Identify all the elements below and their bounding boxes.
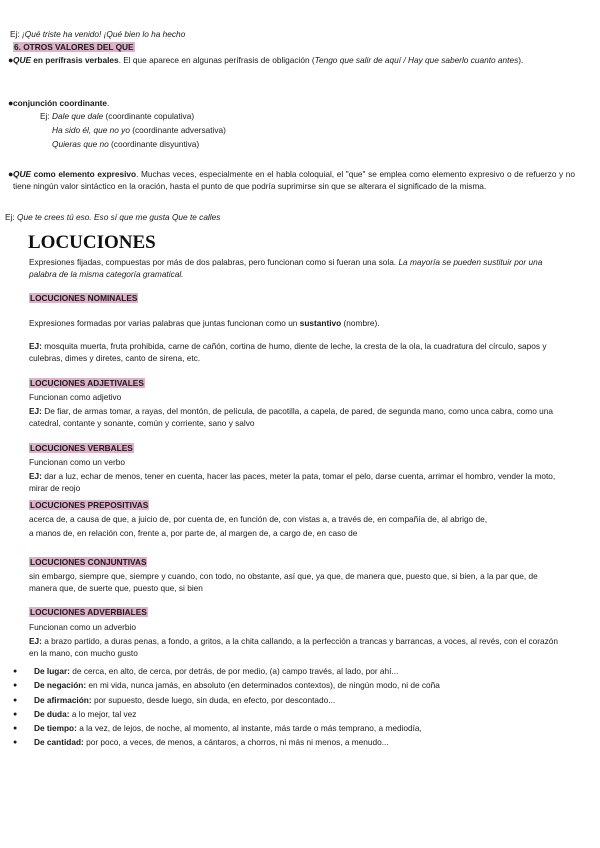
- adjetivales-desc: Funcionan como adjetivo: [29, 392, 122, 402]
- type-text: en mi vida, nunca jamás, en absoluto (en determinados contextos), de ningún modo, ni de coña: [88, 680, 440, 691]
- nominales-heading: [29, 293, 559, 305]
- type-text: a la vez, de lejos, de noche, al momento, al instante, más tarde o más temprano, a mediodía,: [79, 723, 422, 734]
- adverbiales-examples-text: a brazo partido, a duras penas, a fondo, a gritos, a la chita callando, a la perfección a trancas y barrancas, a voces, al revés, con el corazón en la mano, con mucho gusto: [29, 636, 559, 658]
- nominales-title: LOCUCIONES NOMINALES: [30, 293, 138, 303]
- ej-label: EJ:: [29, 636, 42, 646]
- expresivo-term: como elemento expresivo: [33, 169, 137, 179]
- type-label: De negación:: [34, 680, 87, 691]
- verbales-examples-text: dar a luz, echar de menos, tener en cuenta, hacer las paces, meter la pata, tomar el pelo, darse cuenta, arrimar el hombro, vender la moto, mirar de reojo: [29, 471, 556, 493]
- nominales-desc: [29, 318, 559, 330]
- conj-example-3: [52, 139, 199, 151]
- perifrasis-example: Tengo que salir de aquí / Hay que saberlo cuanto antes: [314, 55, 519, 65]
- intro-italic: La mayoría se pueden sustituir por una palabra de la misma categoría gramatical.: [29, 257, 543, 279]
- bullet-icon: ●: [8, 169, 14, 179]
- type-text: por poco, a veces, de menos, a cántaros, a chorros, ni más ni menos, a menudo...: [86, 737, 389, 748]
- adjetivales-examples-text: De fiar, de armas tomar, a rayas, del montón, de película, de pacotilla, a capela, de pared, de segunda mano, como unca cabra, como una catedral, contante y sonante, común y corriente, sano y salvo: [29, 406, 553, 428]
- locuciones-title: LOCUCIONES: [28, 232, 156, 253]
- conj-example-text: Ha sido él, que no yo: [52, 125, 130, 135]
- conjuntivas-title: LOCUCIONES CONJUNTIVAS: [30, 557, 147, 567]
- type-label: De afirmación:: [34, 694, 92, 705]
- list-item: [0, 709, 560, 723]
- conj-example-note: (coordinante copulativa): [105, 111, 195, 121]
- nominales-desc-end: (nombre).: [343, 318, 380, 328]
- type-text: a lo mejor, tal vez: [71, 708, 137, 719]
- example-line-top: [10, 29, 185, 41]
- list-item: [0, 723, 560, 737]
- perifrasis-paragraph: [13, 55, 573, 67]
- conjuntivas-heading: [29, 557, 559, 569]
- expresivo-example: [5, 212, 220, 224]
- adjetivales-heading: [29, 378, 559, 390]
- ej-label: EJ:: [29, 471, 42, 481]
- example-text: ¡Qué triste ha venido! ¡Qué bien lo ha hecho: [22, 29, 186, 39]
- section-6-title: 6. OTROS VALORES DEL QUE: [14, 42, 134, 52]
- perifrasis-text: . El que aparece en algunas perífrasis de obligación (: [118, 55, 315, 65]
- adverbiales-type-list: [0, 666, 560, 752]
- type-label: De tiempo:: [34, 723, 77, 734]
- prepositivas-line-2: a manos de, en relación con, frente a, por parte de, al margen de, a cargo de, en caso de: [29, 528, 358, 538]
- bullet-icon: ●: [8, 55, 14, 65]
- prepositivas-heading: [29, 500, 559, 512]
- adverbiales-heading: [29, 607, 559, 619]
- nominales-desc-text: Expresiones formadas por varias palabras que juntas funcionan como un: [29, 318, 298, 328]
- locuciones-intro: [29, 257, 559, 280]
- verbales-heading: [29, 443, 559, 455]
- list-item: [0, 737, 560, 751]
- conj-example-note: (coordinante adversativa): [132, 125, 226, 135]
- type-label: De lugar:: [34, 666, 70, 676]
- verbales-desc: Funcionan como un verbo: [29, 457, 125, 467]
- conjuncion-term: conjunción coordinante: [13, 98, 108, 108]
- verbales-title: LOCUCIONES VERBALES: [30, 443, 133, 453]
- type-label: De duda:: [34, 708, 70, 719]
- conj-example-text: Dale que dale: [52, 111, 104, 121]
- intro-text: Expresiones fijadas, compuestas por más de dos palabras, pero funcionan como si fueran una sola.: [29, 257, 397, 267]
- bullet-icon: ●: [8, 98, 14, 108]
- expresivo-text: . Muchas veces, especialmente en el habla coloquial, el "que" se emplea como elemento expresivo o de refuerzo y no tiene ningún valor sintáctico en la oración, hasta el punto de que podría suprimirse sin que se alterara el significado de la misma.: [13, 169, 575, 191]
- expresivo-paragraph: [13, 169, 575, 192]
- perifrasis-term: en perífrasis verbales: [33, 55, 119, 65]
- prepositivas-title: LOCUCIONES PREPOSITIVAS: [30, 500, 149, 510]
- prepositivas-line-1: acerca de, a causa de que, a juicio de, por cuenta de, en función de, con vistas a, a través de, en compañía de, al abrigo de,: [29, 514, 488, 524]
- ej-label: Ej:: [40, 111, 50, 121]
- conjuntivas-examples: sin embargo, siempre que, siempre y cuando, con todo, no obstante, así que, ya que, de manera que, puesto que, si bien, a la par que, de manera que, de suerte que, puesto que, si bien: [29, 571, 538, 593]
- type-text: por supuesto, desde luego, sin duda, en efecto, por descontado...: [93, 694, 336, 705]
- ej-label: Ej:: [5, 212, 15, 222]
- ej-label: Ej:: [10, 29, 20, 39]
- que-label: QUE: [13, 55, 31, 65]
- que-label: QUE: [13, 169, 31, 179]
- adjetivales-title: LOCUCIONES ADJETIVALES: [30, 378, 144, 388]
- adverbiales-desc: Funcionan como un adverbio: [29, 622, 137, 632]
- conjuncion-title: conjunción coordinante.: [13, 98, 110, 108]
- expresivo-example-text: Que te crees tú eso. Eso sí que me gusta Que te calles: [17, 212, 221, 222]
- type-label: De cantidad:: [34, 737, 84, 748]
- adjetivales-examples: [29, 406, 554, 429]
- conj-example-note: (coordinante disyuntiva): [111, 139, 200, 149]
- nominales-examples-text: mosquita muerta, fruta prohibida, carne de cañón, cortina de humo, diente de leche, la cresta de la ola, la cuadratura del círculo, sapos y culebras, dimes y diretes, canto de sirena, etc.: [29, 341, 547, 363]
- conj-example-2: [52, 125, 226, 137]
- ej-label: EJ:: [29, 406, 42, 416]
- perifrasis-end: ).: [518, 55, 524, 65]
- conj-example-1: [40, 111, 194, 123]
- adverbiales-examples: [29, 636, 561, 659]
- conj-example-text: Quieras que no: [52, 139, 109, 149]
- list-item: [0, 680, 560, 694]
- adverbiales-title: LOCUCIONES ADVERBIALES: [30, 607, 147, 617]
- section-6-heading: [13, 42, 135, 54]
- list-item: [0, 666, 560, 680]
- verbales-examples: [29, 471, 561, 494]
- nominales-examples: [29, 341, 554, 364]
- ej-label: EJ:: [29, 341, 42, 351]
- type-text: de cerca, en alto, de cerca, por detrás, de por medio, (a) campo través, al lado, por ahí...: [72, 666, 399, 676]
- sustantivo-term: sustantivo: [299, 318, 342, 328]
- list-item: [0, 695, 560, 709]
